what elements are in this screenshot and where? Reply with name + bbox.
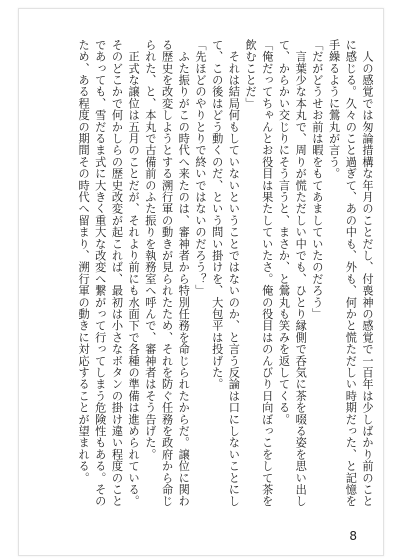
- paragraph-3: 言葉少な本丸で、周りが慌ただしい中でも、ひとり縁側で呑気に茶を啜る姿を思い出して、からかい交じりにそう言うと、まさか、と鶯丸も笑みを返してくる。: [277, 39, 308, 507]
- paragraph-5: それは結局何もしていないということではないのか、と言う反論は口にしないことにして、この後はどう動くのだ、という問い掛けを、大包平は投げた。: [210, 39, 241, 507]
- paragraph-1: 人の感覚では匆論措構な年月のことだし、付喪神の感覚で一百年は少しばかり前のことに感じる。久々のこと過ぎて、あの中も、外も、何かと慌ただしい時期だった、と記憶を手繰るように鶯丸が言う。: [327, 39, 374, 507]
- paragraph-8: 正式な譲位は五月のことだが、それより前にも水面下で各種の準備は進められている。そのどこかで何かしらの歴史改変が起これば、最初は小さなボタンの掛け違い程度のことであっても、雪だるま式に大きく重大な改変へ繋がって行ってしまう危険性もある。そのため、ある程度の期間その時代へ留まり、溯行軍の動きに対応することが望まれる。: [77, 39, 141, 507]
- page-number: 8: [349, 529, 357, 543]
- paragraph-7: ふた振りがこの時代へ来たのは、審神者から特別任務を命じられたからだ。譲位に関わる歴史を改変しようとする溯行軍の動きが見られたため、それを防ぐ任務を政府から命じられた、と、本丸で古備前のふた振りを執務室へ呼んで、審神者はそう告げた。: [143, 39, 191, 507]
- paragraph-4: 「俺だってちゃんとお役目は果たしていたさ。俺の役目はのんびり日向ぼっこをして茶を飲むことだ」: [244, 39, 274, 507]
- paragraph-2: 「だがどうせお前は暇をもてあましていたのだろう」: [310, 39, 324, 320]
- vertical-body-text: [75, 39, 375, 515]
- book-page: [18, 8, 384, 556]
- paragraph-6: 「先ほどのやりとりで終いではないのだろう？」: [193, 39, 207, 297]
